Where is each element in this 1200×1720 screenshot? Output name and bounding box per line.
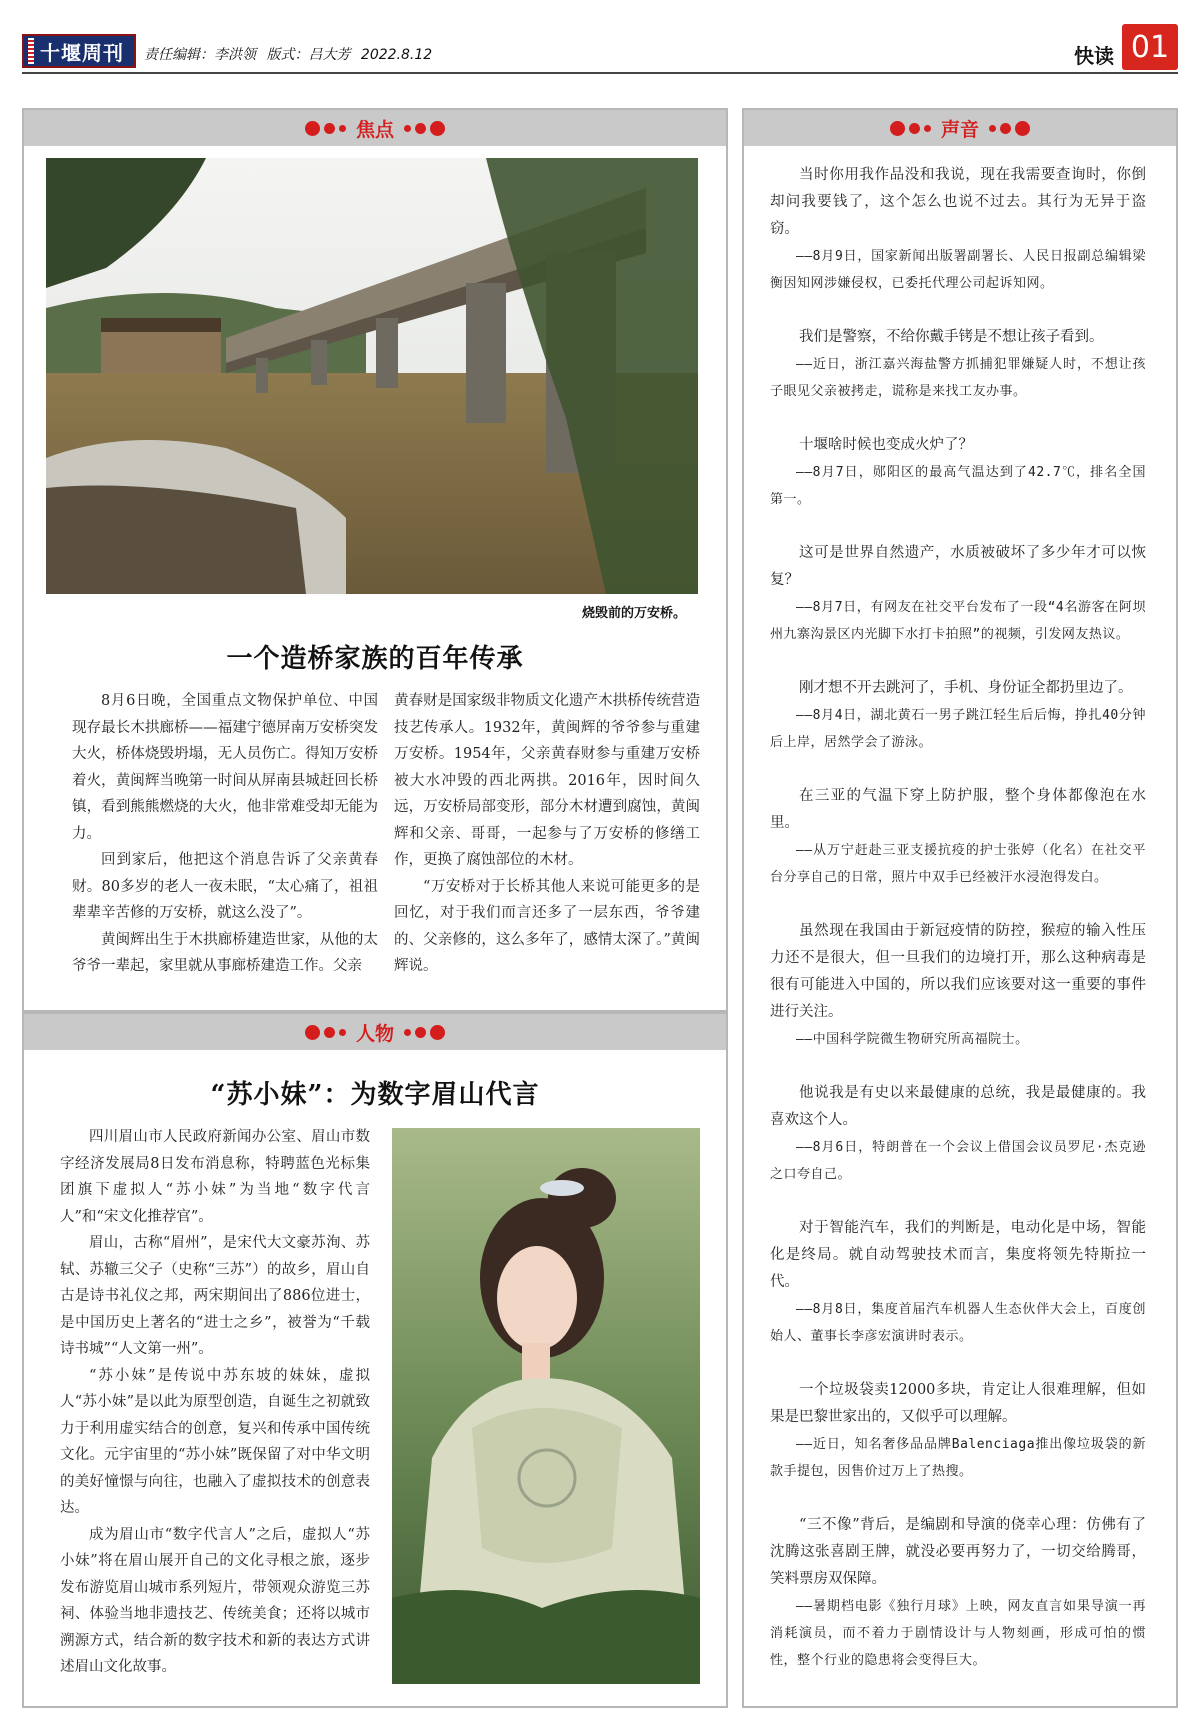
voices-panel-header [744,110,1176,146]
voice-quote: 一个垃圾袋卖12000多块，肯定让人很难理解，但如果是巴黎世家出的，又似乎可以理解。 [770,1382,1146,1425]
voice-item [770,1377,1146,1485]
people-panel-title: 人物 [355,1022,394,1045]
people-panel-header [24,1014,726,1050]
editor-credit: 责任编辑：李洪领 [144,47,256,63]
focus-paragraph: 8月6日晚，全国重点文物保护单位、中国现存最长木拱廊桥——福建宁德屏南万安桥突发大火，桥体烧毁坍塌，无人员伤亡。得知万安桥着火，黄闽辉当晚第一时间从屏南县城赶回长桥镇，看到熊熊燃烧的大火，他非常难受却无能为力。 [72,693,378,842]
voice-quote: “三不像”背后，是编剧和导演的侥幸心理：仿佛有了沈腾这张喜剧王牌，就没必要再努力了，一切交给腾哥，笑料票房双保障。 [770,1517,1146,1587]
focus-column-1 [72,688,378,980]
voice-item [770,540,1146,648]
focus-panel [22,108,728,1012]
focus-headline: 一个造桥家族的百年传承 [226,644,524,674]
decor-dots-left-icon [305,121,346,136]
focus-column-2 [394,688,700,980]
voice-item [770,783,1146,891]
voice-source: ——8月7日，郧阳区的最高气温达到了42.7℃，排名全国第一。 [770,465,1146,507]
decor-dots-right-icon [404,1025,445,1040]
voice-source: ——近日，知名奢侈品品牌Balenciaga推出像垃圾袋的新款手提包，因售价过万上了热搜。 [770,1437,1146,1479]
people-column [60,1124,370,1681]
voice-item [770,1512,1146,1674]
voice-quote: 十堰啥时候也变成火炉了？ [799,437,973,453]
voice-item [770,1080,1146,1188]
masthead-name: 十堰周刊 [40,40,124,65]
decor-dots-left-icon [890,121,931,136]
focus-paragraph: 黄春财是国家级非物质文化遗产木拱桥传统营造技艺传承人。1932年，黄闽辉的爷爷参与重建万安桥。1954年，父亲黄春财参与重建万安桥被大水冲毁的西北两拱。2016年，因时间久远，万安桥局部变形，部分木材遭到腐蚀，黄闽辉和父亲、哥哥，一起参与了万安桥的修缮工作，更换了腐蚀部位的木材。 [394,693,700,868]
voice-source: ——8月4日，湖北黄石一男子跳江轻生后后悔，挣扎40分钟后上岸，居然学会了游泳。 [770,708,1146,750]
voices-panel [742,108,1178,1708]
header-rule [22,72,1178,74]
focus-paragraph: 回到家后，他把这个消息告诉了父亲黄春财。80多岁的老人一夜未眠，“太心痛了，祖祖辈辈辛苦修的万安桥，就这么没了”。 [72,852,378,921]
wanan-bridge-photo [46,158,698,594]
voices-panel-title: 声音 [940,118,979,141]
header-credits [144,44,438,64]
issue-date: 2022.8.12 [360,47,433,63]
voice-source: ——暑期档电影《独行月球》上映，网友直言如果导演一再消耗演员，而不着力于剧情设计与人物刻画，形成可怕的惯性，整个行业的隐患将会变得巨大。 [770,1599,1146,1668]
decor-dots-left-icon [305,1025,346,1040]
focus-panel-header [24,110,726,146]
decor-dots-right-icon [989,121,1030,136]
people-paragraph: “苏小妹”是传说中苏东坡的妹妹，虚拟人“苏小妹”是以此为原型创造，自诞生之初就致力于利用虚实结合的创意，复兴和传承中国传统文化。元宇宙里的“苏小妹”既保留了对中华文明的美好憧憬与向往，也融入了虚拟技术的创意表达。 [60,1367,370,1516]
voice-quote: 我们是警察，不给你戴手铐是不想让孩子看到。 [799,329,1104,345]
masthead-stripe-icon [28,38,34,64]
voice-quote: 对于智能汽车，我们的判断是，电动化是中场，智能化是终局。就自动驾驶技术而言，集度将领先特斯拉一代。 [770,1220,1146,1290]
people-panel [22,1012,728,1708]
su-xiaomei-photo [392,1128,700,1684]
voice-source: ——中国科学院微生物研究所高福院士。 [796,1032,1029,1047]
voice-item [770,432,1146,513]
voice-quote: 虽然现在我国由于新冠疫情的防控，猴痘的输入性压力还不是很大，但一旦我们的边境打开，那么这种病毒是很有可能进入中国的，所以我们应该要对这一重要的事件进行关注。 [770,923,1146,1020]
voices-list [770,162,1146,1674]
voice-item [770,1215,1146,1350]
masthead-logo [22,34,136,68]
page-header [22,24,1178,72]
voice-source: ——近日，浙江嘉兴海盐警方抓捕犯罪嫌疑人时，不想让孩子眼见父亲被拷走，谎称是来找工友办事。 [770,357,1146,399]
voice-source: ——8月8日，集度首届汽车机器人生态伙伴大会上，百度创始人、董事长李彦宏演讲时表示。 [770,1302,1146,1344]
voice-quote: 这可是世界自然遗产，水质被破坏了多少年才可以恢复？ [770,545,1146,588]
focus-paragraph: “万安桥对于长桥其他人来说可能更多的是回忆，对于我们而言还多了一层东西，爷爷建的、父亲修的，这么多年了，感情太深了。”黄闽辉说。 [394,878,700,974]
voice-item [770,675,1146,756]
voice-source: ——8月7日，有网友在社交平台发布了一段“4名游客在阿坝州九寨沟景区内光脚下水打卡拍照”的视频，引发网友热议。 [770,600,1146,642]
voice-quote: 在三亚的气温下穿上防护服，整个身体都像泡在水里。 [770,788,1146,831]
voice-item [770,324,1146,405]
photo-caption: 烧毁前的万安桥。 [581,606,686,621]
voice-item [770,162,1146,297]
voice-source: ——8月6日，特朗普在一个会议上借国会议员罗尼·杰克逊之口夸自己。 [770,1140,1146,1182]
section-name: 快读 [1074,44,1114,68]
voice-quote: 刚才想不开去跳河了，手机、身份证全都扔里边了。 [799,680,1133,696]
voice-item [770,918,1146,1053]
focus-panel-title: 焦点 [355,118,394,141]
people-headline: “苏小妹”：为数字眉山代言 [210,1080,540,1110]
people-paragraph: 成为眉山市“数字代言人”之后，虚拟人“苏小妹”将在眉山展开自己的文化寻根之旅，逐步发布游览眉山城市系列短片，带领观众游览三苏祠、体验当地非遗技艺、传统美食；还将以城市溯源方式，结合新的数字技术和新的表达方式讲述眉山文化故事。 [60,1526,370,1675]
voice-quote: 当时你用我作品没和我说，现在我需要查询时，你倒却问我要钱了，这个怎么也说不过去。其行为无异于盗窃。 [770,167,1146,237]
focus-paragraph: 黄闽辉出生于木拱廊桥建造世家，从他的太爷爷一辈起，家里就从事廊桥建造工作。父亲 [72,931,378,974]
decor-dots-right-icon [404,121,445,136]
voice-source: ——从万宁赶赴三亚支援抗疫的护士张婷（化名）在社交平台分享自己的日常，照片中双手已经被汗水浸泡得发白。 [770,843,1146,885]
voice-source: ——8月9日，国家新闻出版署副署长、人民日报副总编辑梁衡因知网涉嫌侵权，已委托代理公司起诉知网。 [770,249,1146,291]
people-paragraph: 眉山，古称“眉州”，是宋代大文豪苏洵、苏轼、苏辙三父子（史称“三苏”）的故乡，眉山自古是诗书礼仪之邦，两宋期间出了886位进士，是中国历史上著名的“进士之乡”，被誉为“千载诗书城”“人文第一州”。 [60,1235,370,1357]
people-paragraph: 四川眉山市人民政府新闻办公室、眉山市数字经济发展局8日发布消息称，特聘蓝色光标集团旗下虚拟人“苏小妹”为当地“数字代言人”和“宋文化推荐官”。 [60,1129,370,1225]
voice-quote: 他说我是有史以来最健康的总统，我是最健康的。我喜欢这个人。 [770,1085,1146,1128]
layout-credit: 版式：吕大芳 [266,47,351,63]
page-number-badge: 01 [1122,24,1178,70]
